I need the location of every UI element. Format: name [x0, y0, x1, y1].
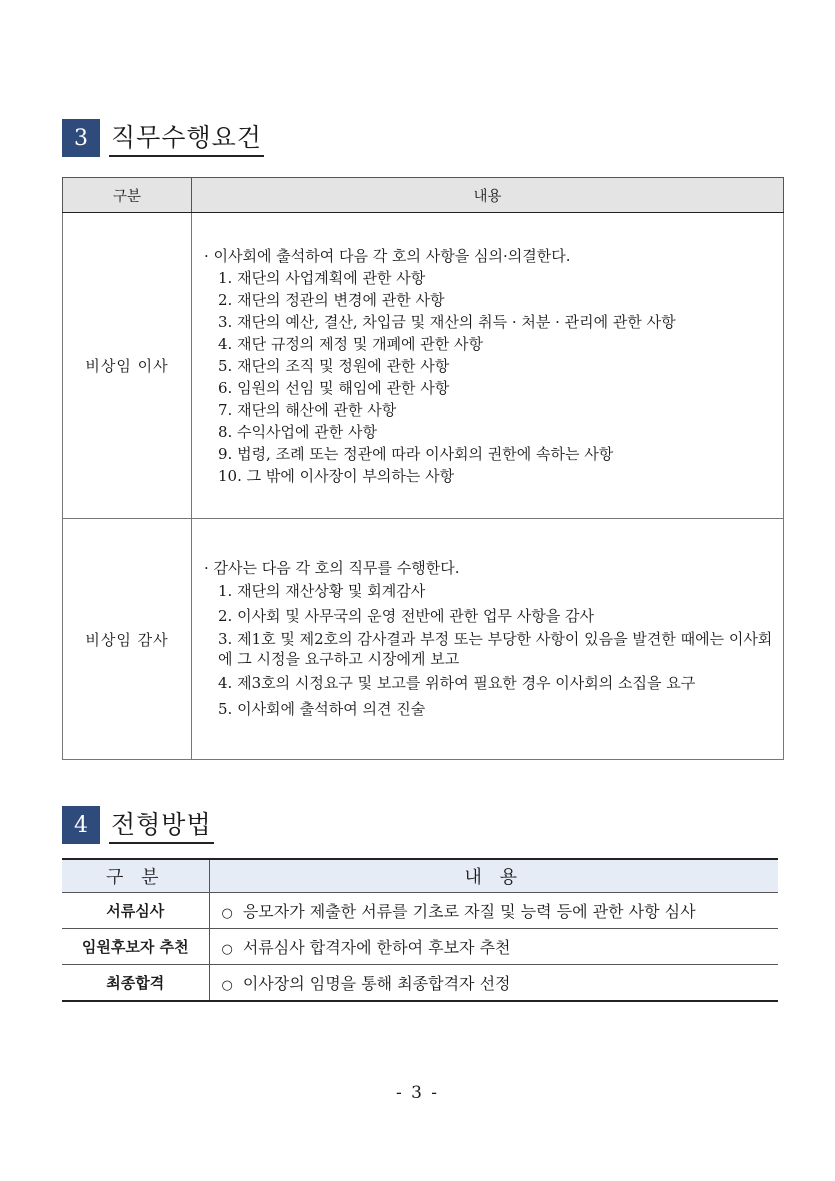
row-lead: · 이사회에 출석하여 다음 각 호의 사항을 심의·의결한다. [204, 246, 571, 265]
list-item: 4. 재단 규정의 제정 및 개폐에 관한 사항 [218, 334, 484, 353]
list-item: 5. 재단의 조직 및 정원에 관한 사항 [218, 356, 450, 375]
row-text: 응모자가 제출한 서류를 기초로 자질 및 능력 등에 관한 사항 심사 [242, 902, 696, 921]
row-category: 비상임 이사 [63, 213, 192, 519]
list-item: 1. 재단의 사업계획에 관한 사항 [218, 268, 426, 287]
section-4-title: 전형방법 [109, 812, 214, 844]
bullet-circle-icon: ○ [221, 942, 233, 957]
section-3-heading [62, 119, 264, 157]
item-list [204, 267, 775, 487]
list-item: 9. 법령, 조례 또는 정관에 따라 이사회의 권한에 속하는 사항 [218, 444, 614, 463]
table-row [62, 965, 778, 1002]
row-content [192, 213, 784, 519]
bullet-circle-icon: ○ [221, 906, 233, 921]
list-item: 8. 수익사업에 관한 사항 [218, 422, 378, 441]
table-row [63, 519, 784, 760]
duty-requirements-table [62, 177, 784, 760]
row-text: 서류심사 합격자에 한하여 후보자 추천 [242, 938, 511, 957]
header-category: 구 분 [62, 859, 209, 893]
page-number: - 3 - [395, 1083, 440, 1103]
row-content [209, 965, 778, 1002]
row-text: 이사장의 임명을 통해 최종합격자 선정 [242, 974, 511, 993]
row-category: 최종합격 [62, 965, 209, 1002]
table-row [62, 893, 778, 929]
selection-method-table [62, 858, 778, 1002]
bullet-circle-icon: ○ [221, 978, 233, 993]
header-content: 내 용 [209, 859, 778, 893]
table-header-row [62, 859, 778, 893]
row-content [209, 893, 778, 929]
row-category: 서류심사 [62, 893, 209, 929]
list-item: 10. 그 밖에 이사장이 부의하는 사항 [218, 466, 455, 485]
list-item: 5. 이사회에 출석하여 의견 진술 [218, 699, 426, 718]
row-content [192, 519, 784, 760]
row-category: 비상임 감사 [63, 519, 192, 760]
row-lead: · 감사는 다음 각 호의 직무를 수행한다. [204, 558, 460, 577]
list-item: 7. 재단의 해산에 관한 사항 [218, 400, 397, 419]
list-item: 2. 재단의 정관의 변경에 관한 사항 [218, 290, 445, 309]
section-4-number: 4 [62, 806, 100, 844]
section-3-number: 3 [62, 119, 100, 157]
section-4-heading [62, 806, 214, 844]
section-3-title: 직무수행요건 [109, 125, 264, 157]
table-row [63, 213, 784, 519]
row-category: 임원후보자 추천 [62, 929, 209, 965]
table-header-row [63, 178, 784, 213]
list-item: 2. 이사회 및 사무국의 운영 전반에 관한 업무 사항을 감사 [218, 606, 595, 625]
list-item: 6. 임원의 선임 및 해임에 관한 사항 [218, 378, 450, 397]
row-content [209, 929, 778, 965]
header-category: 구분 [63, 178, 192, 213]
list-item: 3. 재단의 예산, 결산, 차입금 및 재산의 취득 · 처분 · 관리에 관한 사항 [218, 312, 676, 331]
header-content: 내용 [192, 178, 784, 213]
list-item: 1. 재단의 재산상황 및 회계감사 [218, 581, 426, 600]
list-item: 4. 제3호의 시정요구 및 보고를 위하여 필요한 경우 이사회의 소집을 요구 [218, 673, 696, 692]
table-row [62, 929, 778, 965]
list-item: 3. 제1호 및 제2호의 감사결과 부정 또는 부당한 사항이 있음을 발견한 때에는 이사회에 그 시정을 요구하고 시장에게 보고 [218, 629, 773, 668]
item-list [204, 579, 775, 722]
